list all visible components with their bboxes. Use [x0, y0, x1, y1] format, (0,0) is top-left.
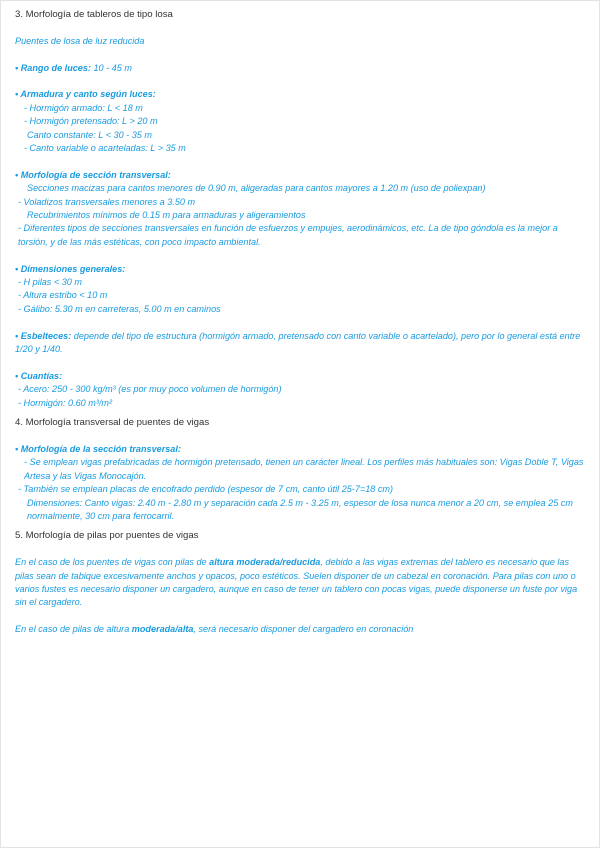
- para1-before: En el caso de los puentes de vigas con pilas de: [15, 557, 210, 568]
- morfologia-seccion-item: - Diferentes tipos de secciones transversales en función de esfuerzos y empujes, aerodinámicos, etc. La de tipo góndola es la mejor a torsión, y de las más estéticas, con poco impacto ambiental.: [18, 223, 558, 247]
- para2-bold: moderada/alta: [131, 624, 194, 635]
- pilas-paragraph-1: [15, 556, 587, 610]
- section-3-heading: 3. Morfología de tableros de tipo losa: [15, 9, 173, 20]
- morfologia-transversal-label: • Morfología de la sección transversal:: [15, 443, 181, 454]
- armadura-item: - Hormigón pretensado: L > 20 m: [24, 116, 158, 127]
- morfologia-transversal-item: - Se emplean vigas prefabricadas de hormigón pretensado, tienen un carácter lineal. Los perfiles más habituales son: Vigas Doble T, Vigas Artesa y las Vigas Monocajón.: [24, 457, 584, 481]
- morfologia-seccion-item: - Voladizos transversales menores a 3.50 m: [18, 196, 196, 207]
- armadura-label: • Armadura y canto según luces:: [15, 89, 156, 100]
- morfologia-seccion-item: Secciones macizas para cantos menores de 0.90 m, aligeradas para cantos mayores a 1.20 m (uso de poliexpan): [27, 183, 486, 194]
- morfologia-transversal-item: - También se emplean placas de encofrado perdido (espesor de 7 cm, canto útil 25-7=18 cm): [18, 484, 393, 495]
- section-5-heading: 5. Morfología de pilas por puentes de vigas: [15, 530, 199, 542]
- cuantias-label: • Cuantías:: [15, 370, 63, 381]
- rango-value: 10 - 45 m: [90, 62, 132, 73]
- cuantias-item: - Hormigón: 0.60 m³/m²: [18, 397, 112, 408]
- dimensiones-item: - H pilas < 30 m: [18, 277, 82, 288]
- morfologia-seccion-item: Recubrimientos mínimos de 0.15 m para armaduras y aligeramientos: [27, 210, 306, 221]
- esbelteces-label: • Esbelteces:: [15, 330, 72, 341]
- para2-after: , será necesario disponer del cargadero en coronación: [193, 624, 414, 635]
- armadura-item: Canto constante: L < 30 - 35 m: [27, 129, 152, 140]
- morfologia-seccion-label: • Morfología de sección transversal:: [15, 169, 171, 180]
- esbelteces: [15, 330, 587, 357]
- pilas-paragraph-2: [15, 623, 587, 636]
- armadura-item: - Canto variable o acarteladas: L > 35 m: [24, 143, 186, 154]
- para1-bold: altura moderada/reducida: [209, 557, 321, 568]
- dimensiones-item: - Gálibo: 5.30 m en carreteras, 5.00 m en caminos: [18, 303, 221, 314]
- section-4-heading: 4. Morfología transversal de puentes de vigas: [15, 417, 210, 429]
- esbelteces-value: depende del tipo de estructura (hormigón armado, pretensado con canto variable o acartelado), pero por lo general está entre 1/20 y 1/40.: [15, 330, 581, 355]
- morfologia-transversal-item: Dimensiones: Canto vigas: 2.40 m - 2.80 m y separación cada 2.5 m - 3.25 m, espesor de losa nunca menor a 20 cm, se emplea 25 cm normalmente, 30 cm para ferrocarril.: [27, 497, 573, 521]
- rango-label: • Rango de luces:: [15, 62, 91, 73]
- cuantias-item: - Acero: 250 - 300 kg/m³ (es por muy poco volumen de hormigón): [18, 384, 282, 395]
- para1-after: , debido a las vigas extremas del tablero es necesario que las pilas sean de tabique excesivamente anchos y opacos, poco estéticos. Suelen disponer de un cabezal en coronación. Para pilas con uno o varios fustes es necesario disponer un cargadero, aunque en caso de tener un tablero con pocas vigas, puede disponerse un fuste por viga sin el cargadero.: [15, 557, 578, 608]
- para2-before: En el caso de pilas de altura: [15, 624, 132, 635]
- armadura-item: - Hormigón armado: L < 18 m: [24, 102, 143, 113]
- dimensiones-label: • Dimensiones generales:: [15, 263, 126, 274]
- dimensiones-item: - Altura estribo < 10 m: [18, 290, 108, 301]
- section-3-subtitle: Puentes de losa de luz reducida: [15, 35, 145, 46]
- rango-de-luces: [15, 62, 587, 75]
- document-content: [15, 8, 587, 637]
